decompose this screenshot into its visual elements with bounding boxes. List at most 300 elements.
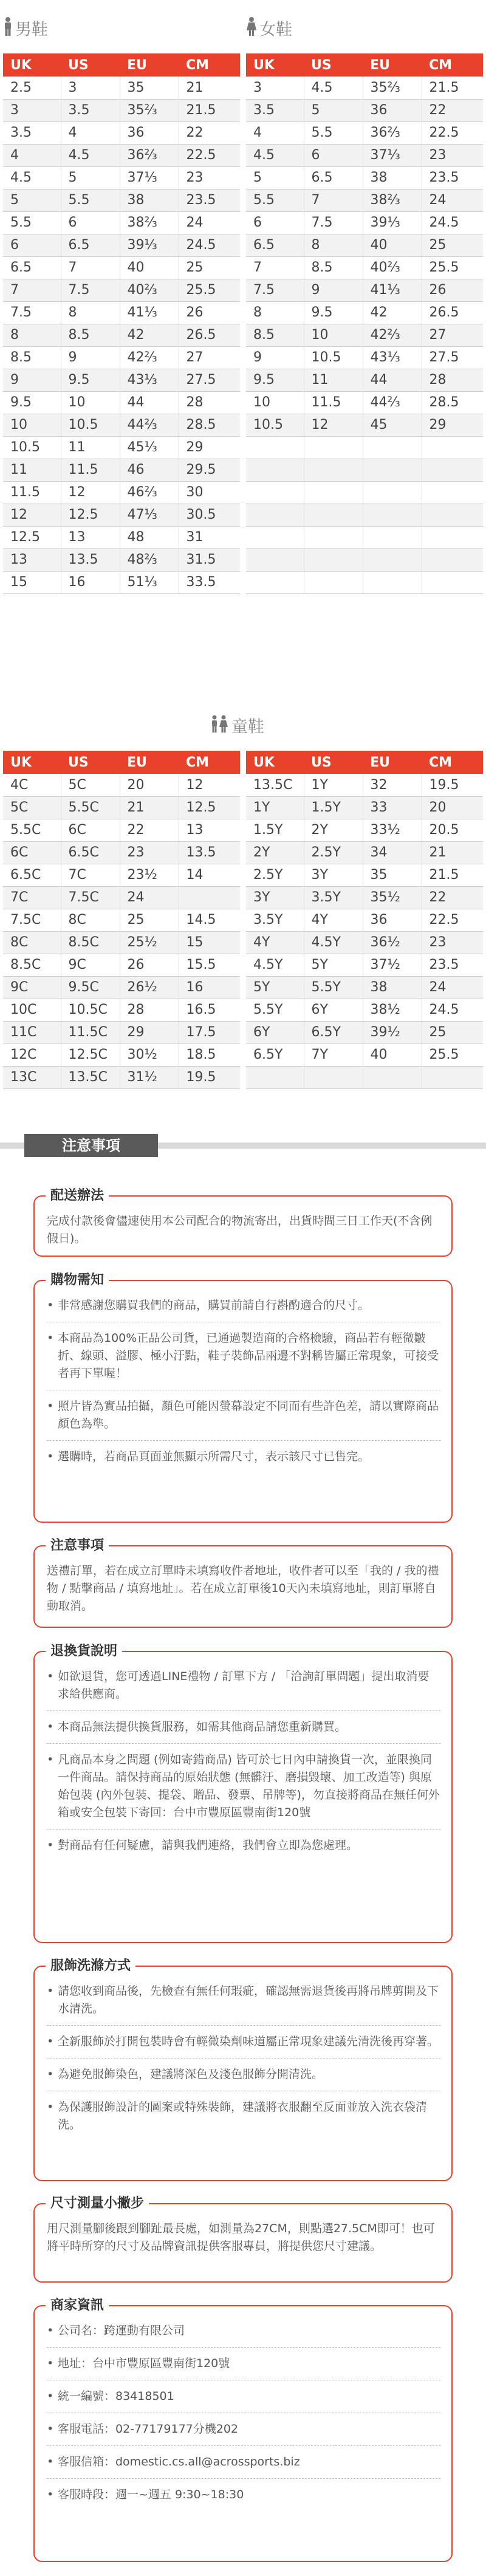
table-cell: 9.5 bbox=[304, 301, 363, 324]
list-item bbox=[47, 2033, 440, 2058]
table-row bbox=[246, 234, 483, 256]
table-cell: 13.5 bbox=[179, 841, 240, 864]
table-cell: 26 bbox=[422, 279, 483, 301]
table-row bbox=[3, 774, 240, 796]
table-cell: 10 bbox=[246, 391, 304, 414]
table-row bbox=[246, 999, 483, 1021]
table-cell: 3 bbox=[246, 77, 304, 99]
item-text: 全新服飾於打開包裝時會有輕微染劑味道屬正常現象建議先清洗後再穿著。 bbox=[58, 2035, 439, 2048]
table-cell: 21.5 bbox=[422, 864, 483, 886]
item-text: 請您收到商品後，先檢查有無任何瑕疵，確認無需退貨後再將吊牌剪開及下水清洗。 bbox=[58, 1984, 439, 2015]
table-cell: 13 bbox=[61, 526, 120, 548]
table-cell: 13.5C bbox=[61, 1066, 120, 1088]
table-cell: 13C bbox=[3, 1066, 61, 1088]
item-text: 統一編號：83418501 bbox=[58, 2390, 174, 2403]
table-cell: 21 bbox=[179, 77, 240, 99]
column-header: CM bbox=[422, 53, 483, 77]
list-item bbox=[47, 1668, 440, 1711]
women-size-table bbox=[246, 53, 483, 594]
table-cell: 35½ bbox=[363, 886, 422, 909]
table-cell: 45⅓ bbox=[120, 436, 179, 459]
table-cell: 38⅔ bbox=[363, 189, 422, 211]
table-cell bbox=[363, 459, 422, 481]
list-item bbox=[47, 2421, 440, 2446]
list-item bbox=[47, 2099, 440, 2134]
table-cell: 4.5 bbox=[3, 166, 61, 189]
men-size-table bbox=[3, 53, 240, 594]
table-cell: 40 bbox=[363, 234, 422, 256]
column-header: EU bbox=[120, 751, 179, 774]
table-cell: 25 bbox=[422, 234, 483, 256]
table-cell: 38 bbox=[363, 166, 422, 189]
table-row bbox=[3, 526, 240, 548]
table-cell: 5.5Y bbox=[304, 976, 363, 999]
bullet-icon: • bbox=[47, 1670, 54, 1683]
table-cell: 26 bbox=[120, 954, 179, 976]
table-cell: 6.5 bbox=[304, 166, 363, 189]
section-notice bbox=[33, 1538, 453, 1628]
table-cell: 2.5 bbox=[3, 77, 61, 99]
table-cell: 10.5C bbox=[61, 999, 120, 1021]
list-item bbox=[47, 2066, 440, 2091]
bullet-icon: • bbox=[47, 1720, 54, 1734]
table-row bbox=[3, 301, 240, 324]
table-cell: 10.5 bbox=[61, 414, 120, 436]
table-cell: 23.5 bbox=[422, 166, 483, 189]
table-row bbox=[246, 504, 483, 526]
table-cell: 12C bbox=[3, 1044, 61, 1066]
table-cell: 7Y bbox=[304, 1044, 363, 1066]
table-cell bbox=[304, 571, 363, 593]
table-cell: 12 bbox=[304, 414, 363, 436]
item-text: 完成付款後會儘速使用本公司配合的物流寄出，出貨時間三日工作天(不含例假日)。 bbox=[47, 1214, 433, 1245]
table-cell: 9 bbox=[61, 346, 120, 369]
table-cell: 14.5 bbox=[179, 909, 240, 931]
table-row bbox=[3, 234, 240, 256]
table-cell: 6 bbox=[304, 144, 363, 166]
item-text: 如欲退貨，您可透過LINE禮物 / 訂單下方 / 「洽詢訂單問題」提出取消要求給供應商。 bbox=[58, 1670, 430, 1701]
table-cell: 5 bbox=[246, 166, 304, 189]
table-cell: 36½ bbox=[363, 931, 422, 954]
table-cell: 26.5 bbox=[422, 301, 483, 324]
table-cell: 2Y bbox=[246, 841, 304, 864]
table-cell: 5.5 bbox=[246, 189, 304, 211]
table-cell: 4.5Y bbox=[304, 931, 363, 954]
table-cell: 11.5 bbox=[304, 391, 363, 414]
table-row bbox=[246, 256, 483, 279]
table-cell: 4 bbox=[61, 121, 120, 144]
table-cell: 6.5 bbox=[246, 234, 304, 256]
table-row bbox=[3, 144, 240, 166]
paragraph bbox=[47, 2220, 440, 2255]
table-cell: 11.5C bbox=[61, 1021, 120, 1044]
table-cell: 36 bbox=[120, 121, 179, 144]
table-cell: 22.5 bbox=[422, 909, 483, 931]
table-cell: 41⅓ bbox=[363, 279, 422, 301]
table-cell: 24 bbox=[179, 211, 240, 234]
list-item bbox=[47, 1330, 440, 1390]
table-row bbox=[246, 526, 483, 548]
table-cell: 5.5 bbox=[3, 211, 61, 234]
item-text: 用尺測量腳後跟到腳趾最長處，如測量為27CM，則點選27.5CM即可！也可將平時所穿的尺寸及品牌資訊提供客服專員，將提供您尺寸建議。 bbox=[47, 2222, 435, 2253]
men-title-text: 男鞋 bbox=[15, 20, 48, 39]
table-cell: 5 bbox=[61, 166, 120, 189]
section-title: 配送辦法 bbox=[46, 1186, 109, 1206]
table-cell: 10.5 bbox=[3, 436, 61, 459]
item-text: 凡商品本身之問題 (例如寄錯商品) 皆可於七日內申請換貨一次，並限換同一件商品。請保持商品的原始狀態 (無髒汙、磨損毀壞、加工改造等) 與原始包裝 (內外包裝、提袋、贈品、發票、吊牌等)，勿直接將商品在無任何外箱或安全包裝下寄回：台中市豐原區豐南街120號 bbox=[58, 1753, 440, 1819]
table-row bbox=[246, 459, 483, 481]
table-cell: 38½ bbox=[363, 999, 422, 1021]
table-row bbox=[246, 391, 483, 414]
table-cell: 44⅔ bbox=[363, 391, 422, 414]
table-cell: 39⅓ bbox=[120, 234, 179, 256]
table-cell: 15 bbox=[3, 571, 61, 593]
section-title: 商家資訊 bbox=[46, 2295, 109, 2316]
table-row bbox=[3, 414, 240, 436]
table-cell: 1Y bbox=[304, 774, 363, 796]
item-text: 本商品為100%正品公司貨，已通過製造商的合格檢驗，商品若有輕微皺折、線頭、溢膠、極小汙點，鞋子裝飾品兩邊不對稱皆屬正常現象，可接受者再下單喔！ bbox=[58, 1331, 439, 1380]
table-cell: 7 bbox=[61, 256, 120, 279]
table-cell: 8.5 bbox=[3, 346, 61, 369]
table-row bbox=[246, 211, 483, 234]
table-cell: 6 bbox=[3, 234, 61, 256]
table-cell: 11 bbox=[304, 369, 363, 391]
table-cell: 24 bbox=[422, 976, 483, 999]
table-cell: 6 bbox=[61, 211, 120, 234]
table-row bbox=[246, 954, 483, 976]
table-cell: 27 bbox=[179, 346, 240, 369]
table-cell: 3.5Y bbox=[304, 886, 363, 909]
table-cell: 6Y bbox=[304, 999, 363, 1021]
woman-icon bbox=[246, 17, 257, 44]
table-row bbox=[3, 436, 240, 459]
bullet-icon: • bbox=[47, 2035, 54, 2048]
table-cell bbox=[422, 504, 483, 526]
table-row bbox=[3, 481, 240, 504]
list-item bbox=[47, 1718, 440, 1744]
table-cell: 29 bbox=[179, 436, 240, 459]
item-text: 本商品無法提供換貨服務，如需其他商品請您重新購買。 bbox=[58, 1720, 347, 1734]
list-item bbox=[47, 2322, 440, 2348]
table-cell: 11.5 bbox=[61, 459, 120, 481]
list-item bbox=[47, 1398, 440, 1441]
table-cell: 9 bbox=[246, 346, 304, 369]
table-cell: 35⅔ bbox=[363, 77, 422, 99]
section-title: 注意事項 bbox=[46, 1536, 109, 1556]
item-text: 客服信箱：domestic.cs.all@acrossports.biz bbox=[58, 2455, 300, 2468]
table-cell: 22.5 bbox=[179, 144, 240, 166]
table-cell: 7.5 bbox=[3, 301, 61, 324]
table-cell: 28.5 bbox=[179, 414, 240, 436]
table-row bbox=[246, 886, 483, 909]
table-cell: 6.5C bbox=[61, 841, 120, 864]
table-cell: 8 bbox=[3, 324, 61, 346]
table-cell: 5 bbox=[304, 99, 363, 121]
column-header: UK bbox=[246, 53, 304, 77]
table-row bbox=[246, 144, 483, 166]
table-cell: 10.5 bbox=[246, 414, 304, 436]
table-row bbox=[246, 841, 483, 864]
table-row bbox=[246, 436, 483, 459]
table-row bbox=[3, 819, 240, 841]
table-cell: 12 bbox=[3, 504, 61, 526]
bullet-icon: • bbox=[47, 2455, 54, 2468]
table-cell: 7.5 bbox=[304, 211, 363, 234]
table-cell: 8.5C bbox=[3, 954, 61, 976]
column-header: US bbox=[61, 53, 120, 77]
table-cell: 26½ bbox=[120, 976, 179, 999]
table-cell: 5.5 bbox=[61, 189, 120, 211]
table-cell: 25½ bbox=[120, 931, 179, 954]
table-cell: 43⅓ bbox=[120, 369, 179, 391]
table-cell: 30½ bbox=[120, 1044, 179, 1066]
item-text: 選購時，若商品頁面並無顯示所需尺寸，表示該尺寸已售完。 bbox=[58, 1450, 370, 1463]
table-cell: 27 bbox=[422, 324, 483, 346]
table-cell: 4.5 bbox=[61, 144, 120, 166]
table-cell: 6.5Y bbox=[304, 1021, 363, 1044]
bullet-icon: • bbox=[47, 1984, 54, 1998]
table-cell: 6.5Y bbox=[246, 1044, 304, 1066]
table-row bbox=[3, 796, 240, 819]
table-cell: 35⅔ bbox=[120, 99, 179, 121]
table-cell: 5.5C bbox=[61, 796, 120, 819]
women-title-text: 女鞋 bbox=[259, 20, 292, 39]
table-cell: 28 bbox=[120, 999, 179, 1021]
table-cell: 36 bbox=[363, 909, 422, 931]
table-cell: 7 bbox=[304, 189, 363, 211]
table-cell: 24.5 bbox=[422, 211, 483, 234]
table-row bbox=[246, 77, 483, 99]
table-cell: 4 bbox=[3, 144, 61, 166]
table-row bbox=[246, 774, 483, 796]
table-row bbox=[246, 414, 483, 436]
table-cell bbox=[304, 548, 363, 571]
table-cell: 7.5C bbox=[3, 909, 61, 931]
table-row bbox=[3, 189, 240, 211]
table-cell: 6.5C bbox=[3, 864, 61, 886]
table-row bbox=[246, 99, 483, 121]
table-row bbox=[3, 121, 240, 144]
table-row bbox=[246, 369, 483, 391]
table-row bbox=[3, 256, 240, 279]
notice-tab: 注意事項 bbox=[24, 1134, 158, 1157]
table-cell: 18.5 bbox=[179, 1044, 240, 1066]
item-text: 為避免服飾染色，建議將深色及淺色服飾分開清洗。 bbox=[58, 2068, 324, 2081]
column-header: CM bbox=[422, 751, 483, 774]
section-title: 購物需知 bbox=[46, 1270, 109, 1291]
table-row bbox=[246, 1044, 483, 1066]
table-cell: 11 bbox=[3, 459, 61, 481]
table-row bbox=[246, 548, 483, 571]
table-row bbox=[246, 279, 483, 301]
table-row bbox=[3, 99, 240, 121]
table-cell: 40 bbox=[363, 1044, 422, 1066]
table-cell: 5 bbox=[3, 189, 61, 211]
table-cell: 15 bbox=[179, 931, 240, 954]
list-item bbox=[47, 1837, 440, 1854]
table-cell: 1.5Y bbox=[246, 819, 304, 841]
bullet-icon: • bbox=[47, 1399, 54, 1413]
table-cell: 6C bbox=[61, 819, 120, 841]
table-cell: 47⅓ bbox=[120, 504, 179, 526]
table-row bbox=[3, 504, 240, 526]
table-cell: 28.5 bbox=[422, 391, 483, 414]
table-cell: 5.5Y bbox=[246, 999, 304, 1021]
table-cell: 38⅔ bbox=[120, 211, 179, 234]
item-text: 對商品有任何疑慮，請與我們連絡，我們會立即為您處理。 bbox=[58, 1839, 358, 1852]
table-cell: 24 bbox=[422, 189, 483, 211]
table-row bbox=[3, 931, 240, 954]
notice-header bbox=[0, 1134, 486, 1157]
table-cell: 26.5 bbox=[179, 324, 240, 346]
table-cell: 3.5 bbox=[3, 121, 61, 144]
table-cell bbox=[422, 548, 483, 571]
table-cell: 9 bbox=[3, 369, 61, 391]
table-cell: 23 bbox=[120, 841, 179, 864]
table-cell: 30.5 bbox=[179, 504, 240, 526]
table-cell: 8C bbox=[3, 931, 61, 954]
section-shipping bbox=[33, 1188, 453, 1257]
list-item bbox=[47, 2486, 440, 2504]
column-header: EU bbox=[363, 751, 422, 774]
table-cell bbox=[304, 436, 363, 459]
table-row bbox=[246, 166, 483, 189]
table-row bbox=[3, 391, 240, 414]
table-cell: 29 bbox=[120, 1021, 179, 1044]
table-cell: 27.5 bbox=[179, 369, 240, 391]
table-cell: 5C bbox=[61, 774, 120, 796]
table-cell: 8.5C bbox=[61, 931, 120, 954]
table-cell bbox=[363, 436, 422, 459]
table-cell: 35 bbox=[363, 864, 422, 886]
table-cell: 32 bbox=[363, 774, 422, 796]
table-cell: 36⅔ bbox=[120, 144, 179, 166]
table-cell: 7 bbox=[246, 256, 304, 279]
table-cell: 12.5 bbox=[3, 526, 61, 548]
table-cell: 42⅔ bbox=[120, 346, 179, 369]
table-cell bbox=[363, 1066, 422, 1088]
table-cell: 14 bbox=[179, 864, 240, 886]
table-cell bbox=[246, 436, 304, 459]
table-cell bbox=[304, 481, 363, 504]
column-header: UK bbox=[3, 751, 61, 774]
table-cell: 42⅔ bbox=[363, 324, 422, 346]
bullet-icon: • bbox=[47, 1753, 54, 1766]
table-cell: 23.5 bbox=[422, 954, 483, 976]
item-text: 地址：台中市豐原區豐南街120號 bbox=[58, 2357, 230, 2370]
table-cell bbox=[363, 481, 422, 504]
table-cell: 22 bbox=[120, 819, 179, 841]
table-cell bbox=[246, 548, 304, 571]
table-row bbox=[246, 571, 483, 593]
table-cell: 33 bbox=[363, 796, 422, 819]
table-cell: 25 bbox=[120, 909, 179, 931]
table-cell: 4Y bbox=[304, 909, 363, 931]
table-cell: 35 bbox=[120, 77, 179, 99]
table-cell: 10.5 bbox=[304, 346, 363, 369]
bullet-icon: • bbox=[47, 1450, 54, 1463]
table-cell: 23 bbox=[179, 166, 240, 189]
table-cell: 37⅓ bbox=[120, 166, 179, 189]
table-cell bbox=[246, 571, 304, 593]
table-cell: 36 bbox=[363, 99, 422, 121]
table-cell bbox=[363, 571, 422, 593]
table-cell bbox=[422, 1066, 483, 1088]
table-cell: 40⅔ bbox=[120, 279, 179, 301]
column-header: EU bbox=[120, 53, 179, 77]
table-cell: 12.5 bbox=[61, 504, 120, 526]
table-cell: 1.5Y bbox=[304, 796, 363, 819]
table-cell: 24.5 bbox=[179, 234, 240, 256]
column-header: EU bbox=[363, 53, 422, 77]
table-row bbox=[3, 279, 240, 301]
table-cell: 33½ bbox=[363, 819, 422, 841]
kids-title-text: 童鞋 bbox=[231, 717, 264, 737]
table-cell: 12.5 bbox=[179, 796, 240, 819]
table-cell: 6.5 bbox=[61, 234, 120, 256]
section-shopping-notes bbox=[33, 1273, 453, 1523]
table-row bbox=[3, 1066, 240, 1088]
table-cell: 12.5C bbox=[61, 1044, 120, 1066]
kids-size-table-right bbox=[246, 751, 483, 1089]
table-cell: 9.5 bbox=[246, 369, 304, 391]
table-cell: 25.5 bbox=[179, 279, 240, 301]
table-cell: 8 bbox=[304, 234, 363, 256]
table-cell: 8.5 bbox=[61, 324, 120, 346]
table-cell: 5.5C bbox=[3, 819, 61, 841]
table-cell: 19.5 bbox=[422, 774, 483, 796]
list-item bbox=[47, 2355, 440, 2380]
table-cell: 10 bbox=[304, 324, 363, 346]
column-header: CM bbox=[179, 751, 240, 774]
table-cell: 11 bbox=[61, 436, 120, 459]
table-cell: 8C bbox=[61, 909, 120, 931]
table-cell: 26 bbox=[179, 301, 240, 324]
column-header: US bbox=[304, 751, 363, 774]
bullet-icon: • bbox=[47, 2422, 54, 2436]
table-cell: 24 bbox=[120, 886, 179, 909]
table-row bbox=[3, 841, 240, 864]
table-cell bbox=[363, 548, 422, 571]
table-cell: 9 bbox=[304, 279, 363, 301]
table-cell: 4C bbox=[3, 774, 61, 796]
table-cell: 8.5 bbox=[304, 256, 363, 279]
table-row bbox=[3, 999, 240, 1021]
table-cell: 3Y bbox=[246, 886, 304, 909]
table-cell: 4.5Y bbox=[246, 954, 304, 976]
section-returns bbox=[33, 1644, 453, 1943]
table-cell: 10 bbox=[61, 391, 120, 414]
table-cell bbox=[422, 459, 483, 481]
table-cell: 31 bbox=[179, 526, 240, 548]
table-row bbox=[246, 346, 483, 369]
table-cell: 3 bbox=[3, 99, 61, 121]
section-measure-tips bbox=[33, 2196, 453, 2283]
table-cell: 25.5 bbox=[422, 1044, 483, 1066]
table-cell: 15.5 bbox=[179, 954, 240, 976]
table-cell: 31.5 bbox=[179, 548, 240, 571]
table-cell: 16.5 bbox=[179, 999, 240, 1021]
bullet-icon: • bbox=[47, 2390, 54, 2403]
paragraph bbox=[47, 1212, 440, 1248]
table-cell: 3.5 bbox=[246, 99, 304, 121]
table-cell: 44 bbox=[363, 369, 422, 391]
table-cell: 23 bbox=[422, 144, 483, 166]
column-header: UK bbox=[3, 53, 61, 77]
item-text: 客服電話：02-77179177分機202 bbox=[58, 2422, 239, 2436]
table-cell: 23.5 bbox=[179, 189, 240, 211]
table-cell: 9.5 bbox=[3, 391, 61, 414]
